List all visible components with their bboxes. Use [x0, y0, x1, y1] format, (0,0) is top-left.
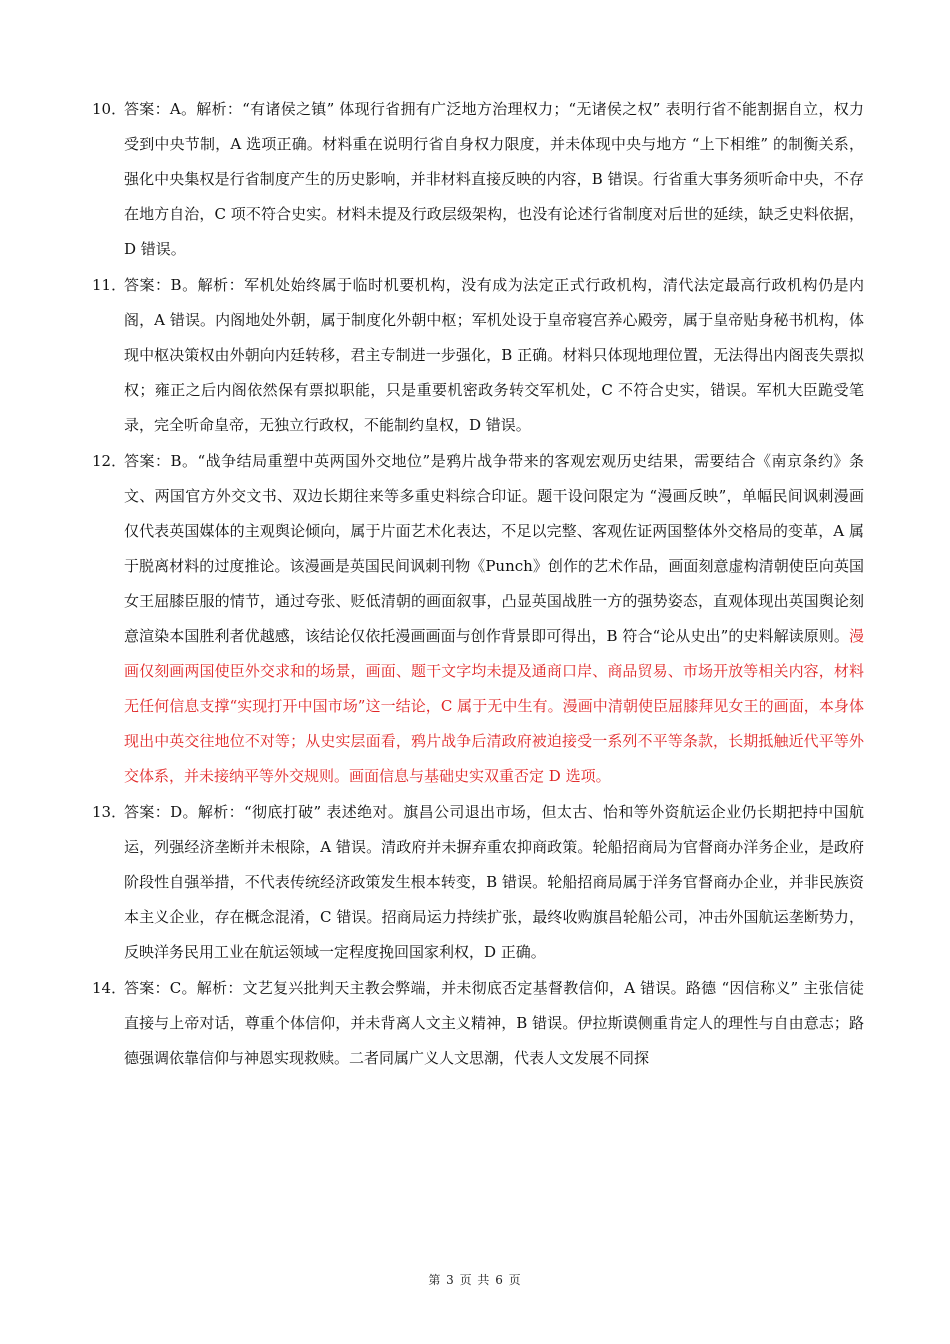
answer-item-11	[92, 268, 864, 443]
item-number: 10．	[92, 100, 127, 118]
answer-list	[92, 92, 864, 1077]
answer-text: 答案：B。解析：军机处始终属于临时机要机构，没有成为法定正式行政机构，清代法定最高行政机构仍是内阁，A 错误。内阁地处外朝，属于制度化外朝中枢；军机处设于皇帝寝宫养心殿旁，属于皇帝贴身秘书机构，体现中枢决策权由外朝向内廷转移，君主专制进一步强化，B 正确。材料只体现地理位置，无法得出内阁丧失票拟权；雍正之后内阁依然保有票拟职能，只是重要机密政务转交军机处，C 不符合史实，错误。军机大臣跪受笔录，完全听命皇帝，无独立行政权，不能制约皇权，D 错误。	[124, 276, 864, 434]
answer-text: 答案：D。解析：“彻底打破” 表述绝对。旗昌公司退出市场，但太古、怡和等外资航运企业仍长期把持中国航运，列强经济垄断并未根除，A 错误。清政府并未摒弃重农抑商政策。轮船招商局为官督商办洋务企业，是政府阶段性自强举措，不代表传统经济政策发生根本转变，B 错误。轮船招商局属于洋务官督商办企业，并非民族资本主义企业，存在概念混淆，C 错误。招商局运力持续扩张，最终收购旗昌轮船公司，冲击外国航运垄断势力，反映洋务民用工业在航运领域一定程度挽回国家利权，D 正确。	[124, 803, 864, 961]
answer-item-14	[92, 971, 864, 1076]
item-number: 13．	[92, 803, 127, 821]
answer-text: 答案：C。解析：文艺复兴批判天主教会弊端，并未彻底否定基督教信仰，A 错误。路德 “因信称义” 主张信徒直接与上帝对话，尊重个体信仰，并未背离人文主义精神，B 错误。伊拉斯谟侧重肯定人的理性与自由意志；路德强调依靠信仰与神恩实现救赎。二者同属广义人文思潮，代表人文发展不同探	[124, 979, 864, 1067]
item-number: 12．	[92, 452, 127, 470]
highlighted-answer-text: 漫画仅刻画两国使臣外交求和的场景，画面、题干文字均未提及通商口岸、商品贸易、市场开放等相关内容，材料无任何信息支撑“实现打开中国市场”这一结论，C 属于无中生有。漫画中清朝使臣屈膝拜见女王的画面，本身体现出中英交往地位不对等；从史实层面看，鸦片战争后清政府被迫接受一系列不平等条款，长期抵触近代平等外交体系，并未接纳平等外交规则。画面信息与基础史实双重否定 D 选项。	[124, 627, 864, 785]
item-number: 14．	[92, 979, 127, 997]
answer-item-12	[92, 444, 864, 794]
answer-text: 答案：A。解析：“有诸侯之镇” 体现行省拥有广泛地方治理权力；“无诸侯之权” 表明行省不能割据自立，权力受到中央节制，A 选项正确。材料重在说明行省自身权力限度，并未体现中央与地方 “上下相维” 的制衡关系，强化中央集权是行省制度产生的历史影响，并非材料直接反映的内容，B 错误。行省重大事务须听命中央，不存在地方自治，C 项不符合史实。材料未提及行政层级架构，也没有论述行省制度对后世的延续，缺乏史料依据，D 错误。	[124, 100, 864, 258]
answer-item-10	[92, 92, 864, 267]
item-number: 11．	[92, 276, 127, 294]
page-footer: 第 3 页 共 6 页	[428, 1273, 522, 1287]
answer-item-13	[92, 795, 864, 970]
answer-text: 答案：B。“战争结局重塑中英两国外交地位”是鸦片战争带来的客观宏观历史结果，需要结合《南京条约》条文、两国官方外交文书、双边长期往来等多重史料综合印证。题干设问限定为 “漫画反映”，单幅民间讽刺漫画仅代表英国媒体的主观舆论倾向，属于片面艺术化表达，不足以完整、客观佐证两国整体外交格局的变革，A 属于脱离材料的过度推论。该漫画是英国民间讽刺刊物《Punch》创作的艺术作品，画面刻意虚构清朝使臣向英国女王屈膝臣服的情节，通过夸张、贬低清朝的画面叙事，凸显英国战胜一方的强势姿态，直观体现出英国舆论刻意渲染本国胜利者优越感，该结论仅依托漫画画面与创作背景即可得出，B 符合“论从史出”的史料解读原则。	[124, 452, 864, 645]
